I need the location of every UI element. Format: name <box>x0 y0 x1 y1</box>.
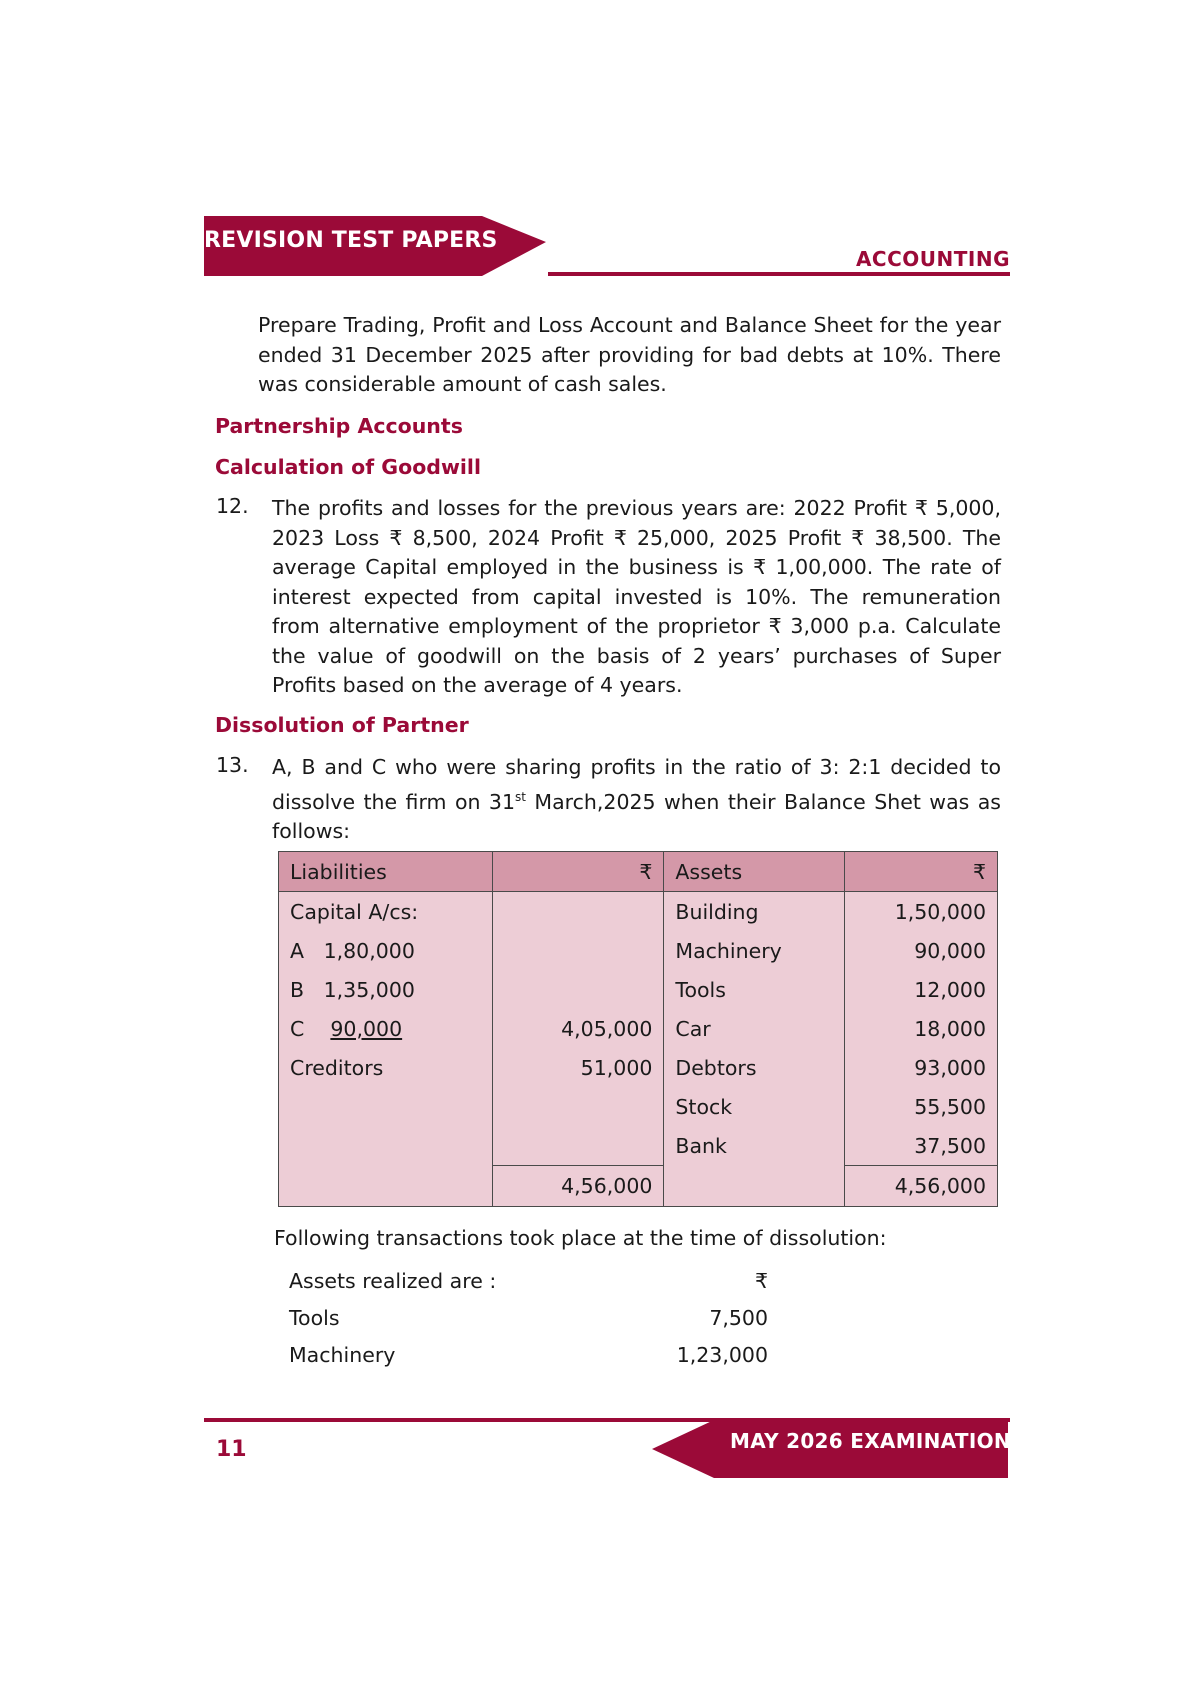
liability-label: Creditors <box>279 1048 493 1087</box>
realization-item-name: Machinery <box>289 1343 396 1367</box>
asset-label: Building <box>664 892 845 932</box>
realization-item-amount: 1,23,000 <box>676 1343 768 1367</box>
dissolution-question-text: A, B and C who were sharing profits in the ratio of 3: 2:1 decided to dissolve the firm on 31st March,2025 when their Balance Shet was as follows: <box>272 755 1001 843</box>
section-heading: Partnership Accounts <box>215 414 463 438</box>
asset-amount: 55,500 <box>845 1087 998 1126</box>
liability-label <box>279 1126 493 1166</box>
table-row <box>279 1009 998 1048</box>
liability-amount <box>492 892 664 932</box>
asset-amount: 12,000 <box>845 970 998 1009</box>
assets-header: Assets <box>664 852 845 892</box>
liability-amount <box>492 1087 664 1126</box>
liability-label: C 90,000 <box>279 1009 493 1048</box>
header-series-title: REVISION TEST PAPERS <box>204 228 498 253</box>
table-row <box>279 931 998 970</box>
table-row <box>279 1048 998 1087</box>
table-row <box>279 1126 998 1166</box>
realization-label: Assets realized are : <box>289 1269 497 1293</box>
asset-amount: 90,000 <box>845 931 998 970</box>
realization-item-amount: 7,500 <box>709 1306 768 1330</box>
balance-sheet-table <box>278 851 998 1207</box>
goodwill-question-text: The profits and losses for the previous years are: 2022 Profit ₹ 5,000, 2023 Loss ₹ 8,500, 2024 Profit ₹ 25,000, 2025 Profit ₹ 38,500. The average Capital employed in the business is ₹ 1,00,000. The rate of interest expected from capital invested is 10%. The remuneration from alternative employment of the proprietor ₹ 3,000 p.a. Calculate the value of goodwill on the basis of 2 years’ purchases of Super Profits based on the average of 4 years. <box>272 496 1001 697</box>
asset-amount: 18,000 <box>845 1009 998 1048</box>
realization-item-name: Tools <box>289 1306 340 1330</box>
asset-amount: 1,50,000 <box>845 892 998 932</box>
asset-label: Debtors <box>664 1048 845 1087</box>
liability-label: B 1,35,000 <box>279 970 493 1009</box>
table-row <box>279 1087 998 1126</box>
liabilities-header: Liabilities <box>279 852 493 892</box>
transactions-intro: Following transactions took place at the time of dissolution: <box>274 1226 887 1250</box>
assets-total: 4,56,000 <box>845 1166 998 1207</box>
asset-label: Tools <box>664 970 845 1009</box>
asset-label: Bank <box>664 1126 845 1166</box>
liabilities-total: 4,56,000 <box>492 1166 664 1207</box>
liability-label: A 1,80,000 <box>279 931 493 970</box>
header-subject: ACCOUNTING <box>855 247 1010 271</box>
liability-amount <box>492 931 664 970</box>
assets-amount-header: ₹ <box>845 852 998 892</box>
liability-amount <box>492 970 664 1009</box>
question-number-13: 13. <box>216 753 249 777</box>
table-header-row <box>279 852 998 892</box>
goodwill-heading: Calculation of Goodwill <box>215 455 481 479</box>
liability-label <box>279 1087 493 1126</box>
footer-exam-label: MAY 2026 EXAMINATION <box>730 1429 1011 1453</box>
liability-amount: 51,000 <box>492 1048 664 1087</box>
asset-label: Stock <box>664 1087 845 1126</box>
question-number-12: 12. <box>216 494 249 518</box>
asset-amount: 37,500 <box>845 1126 998 1166</box>
liability-amount: 4,05,000 <box>492 1009 664 1048</box>
dissolution-heading: Dissolution of Partner <box>215 713 469 737</box>
asset-label: Machinery <box>664 931 845 970</box>
table-row <box>279 892 998 932</box>
liability-label: Capital A/cs: <box>279 892 493 932</box>
table-total-row <box>279 1166 998 1207</box>
liability-amount <box>492 1126 664 1166</box>
asset-label: Car <box>664 1009 845 1048</box>
intro-paragraph: Prepare Trading, Profit and Loss Account and Balance Sheet for the year ended 31 December 2025 after providing for bad debts at 10%. There was considerable amount of cash sales. <box>258 313 1001 396</box>
header-rule <box>548 272 1010 276</box>
asset-amount: 93,000 <box>845 1048 998 1087</box>
liabilities-amount-header: ₹ <box>492 852 664 892</box>
realization-currency: ₹ <box>754 1269 768 1293</box>
page-number: 11 <box>216 1437 247 1462</box>
table-row <box>279 970 998 1009</box>
